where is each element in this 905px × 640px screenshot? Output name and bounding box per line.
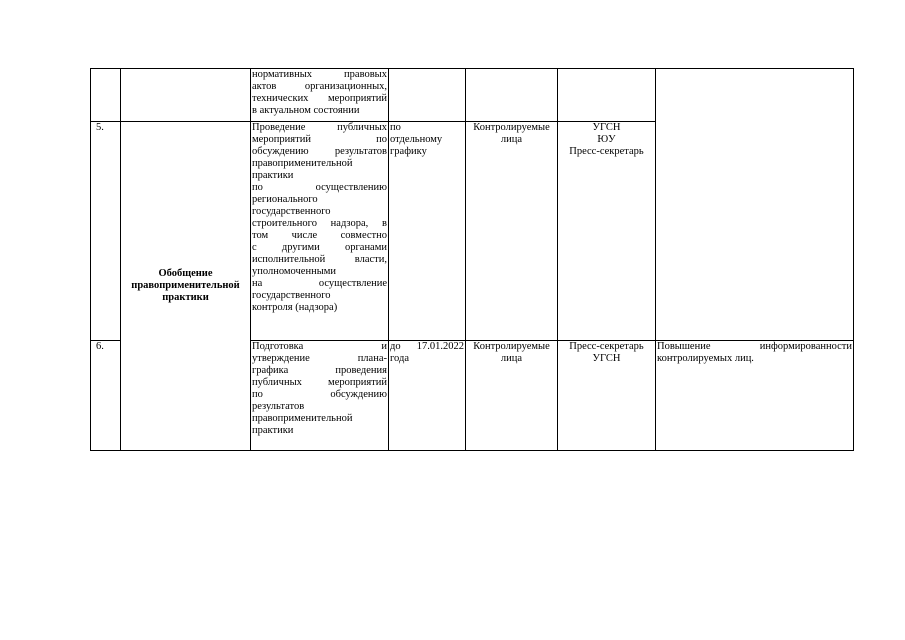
text-line: на осуществление bbox=[252, 278, 387, 289]
text-line: графика проведения bbox=[252, 365, 387, 376]
cell-term bbox=[389, 341, 466, 451]
responsible-line: Пресс-секретарь bbox=[569, 341, 644, 352]
text-line: контролируемых лиц. bbox=[657, 353, 754, 364]
text-line: практики bbox=[252, 170, 294, 181]
text-line: государственного bbox=[252, 290, 331, 301]
text-line: практики bbox=[252, 425, 294, 436]
cell-term bbox=[389, 122, 466, 341]
cell-num-empty bbox=[91, 69, 121, 122]
text-line: по обсуждению bbox=[252, 389, 387, 400]
text-line: публичных мероприятий bbox=[252, 377, 387, 388]
text-line: утверждение плана- bbox=[252, 353, 387, 364]
text-line: правоприменительной bbox=[252, 413, 353, 424]
text-line: результатов bbox=[252, 401, 305, 412]
text-line: контроля (надзора) bbox=[252, 302, 338, 313]
text-line: актов организационных, bbox=[252, 81, 387, 92]
text-line: графику bbox=[390, 146, 427, 157]
section-title-line: правоприменительной bbox=[131, 280, 240, 291]
text-line: правоприменительной bbox=[252, 158, 353, 169]
cell-result bbox=[656, 341, 854, 451]
text-line: по bbox=[390, 122, 401, 133]
cell-responsible bbox=[558, 122, 656, 341]
text-line: Подготовка и bbox=[252, 341, 387, 352]
row-number: 5. bbox=[91, 122, 121, 341]
text-line: Проведение публичных bbox=[252, 122, 387, 133]
text-line: отдельному bbox=[390, 134, 443, 145]
text-line: том числе совместно bbox=[252, 230, 387, 241]
table-row-continuation bbox=[91, 69, 854, 122]
text-line: до 17.01.2022 bbox=[390, 341, 464, 352]
responsible-line: УГСН bbox=[592, 122, 621, 133]
cell-action bbox=[251, 122, 389, 341]
cell-resp-empty bbox=[558, 69, 656, 122]
text-line: Повышение информированности bbox=[657, 341, 852, 352]
text-line: года bbox=[390, 353, 409, 364]
section-title-line: практики bbox=[162, 292, 209, 303]
text-line: нормативных правовых bbox=[252, 69, 387, 80]
cell-subject-empty bbox=[466, 69, 558, 122]
text-line: по осуществлению bbox=[252, 182, 387, 193]
plan-table bbox=[90, 68, 854, 451]
text-line: с другими органами bbox=[252, 242, 387, 253]
row-number: 6. bbox=[91, 341, 121, 451]
cell-subject: Контролируемые лица bbox=[466, 341, 558, 451]
responsible-line: ЮУ bbox=[597, 134, 616, 145]
text-line: в актуальном состоянии bbox=[252, 105, 360, 116]
cell-section-empty bbox=[121, 69, 251, 122]
cell-responsible bbox=[558, 341, 656, 451]
text-line: государственного bbox=[252, 206, 331, 217]
section-title-cell bbox=[121, 122, 251, 451]
cell-result-merged bbox=[656, 69, 854, 341]
text-line: мероприятий по bbox=[252, 134, 387, 145]
section-title-line: Обобщение bbox=[158, 268, 213, 279]
cell-action-continuation bbox=[251, 69, 389, 122]
text-line: обсуждению результатов bbox=[252, 146, 387, 157]
text-line: исполнительной власти, bbox=[252, 254, 387, 265]
cell-subject: Контролируемые лица bbox=[466, 122, 558, 341]
responsible-line: УГСН bbox=[592, 353, 621, 364]
responsible-line: Пресс-секретарь bbox=[569, 146, 644, 157]
text-line: уполномоченными bbox=[252, 266, 337, 277]
text-line: строительного надзора, в bbox=[252, 218, 387, 229]
text-line: регионального bbox=[252, 194, 318, 205]
text-line: технических мероприятий bbox=[252, 93, 387, 104]
cell-term-empty bbox=[389, 69, 466, 122]
cell-action bbox=[251, 341, 389, 451]
